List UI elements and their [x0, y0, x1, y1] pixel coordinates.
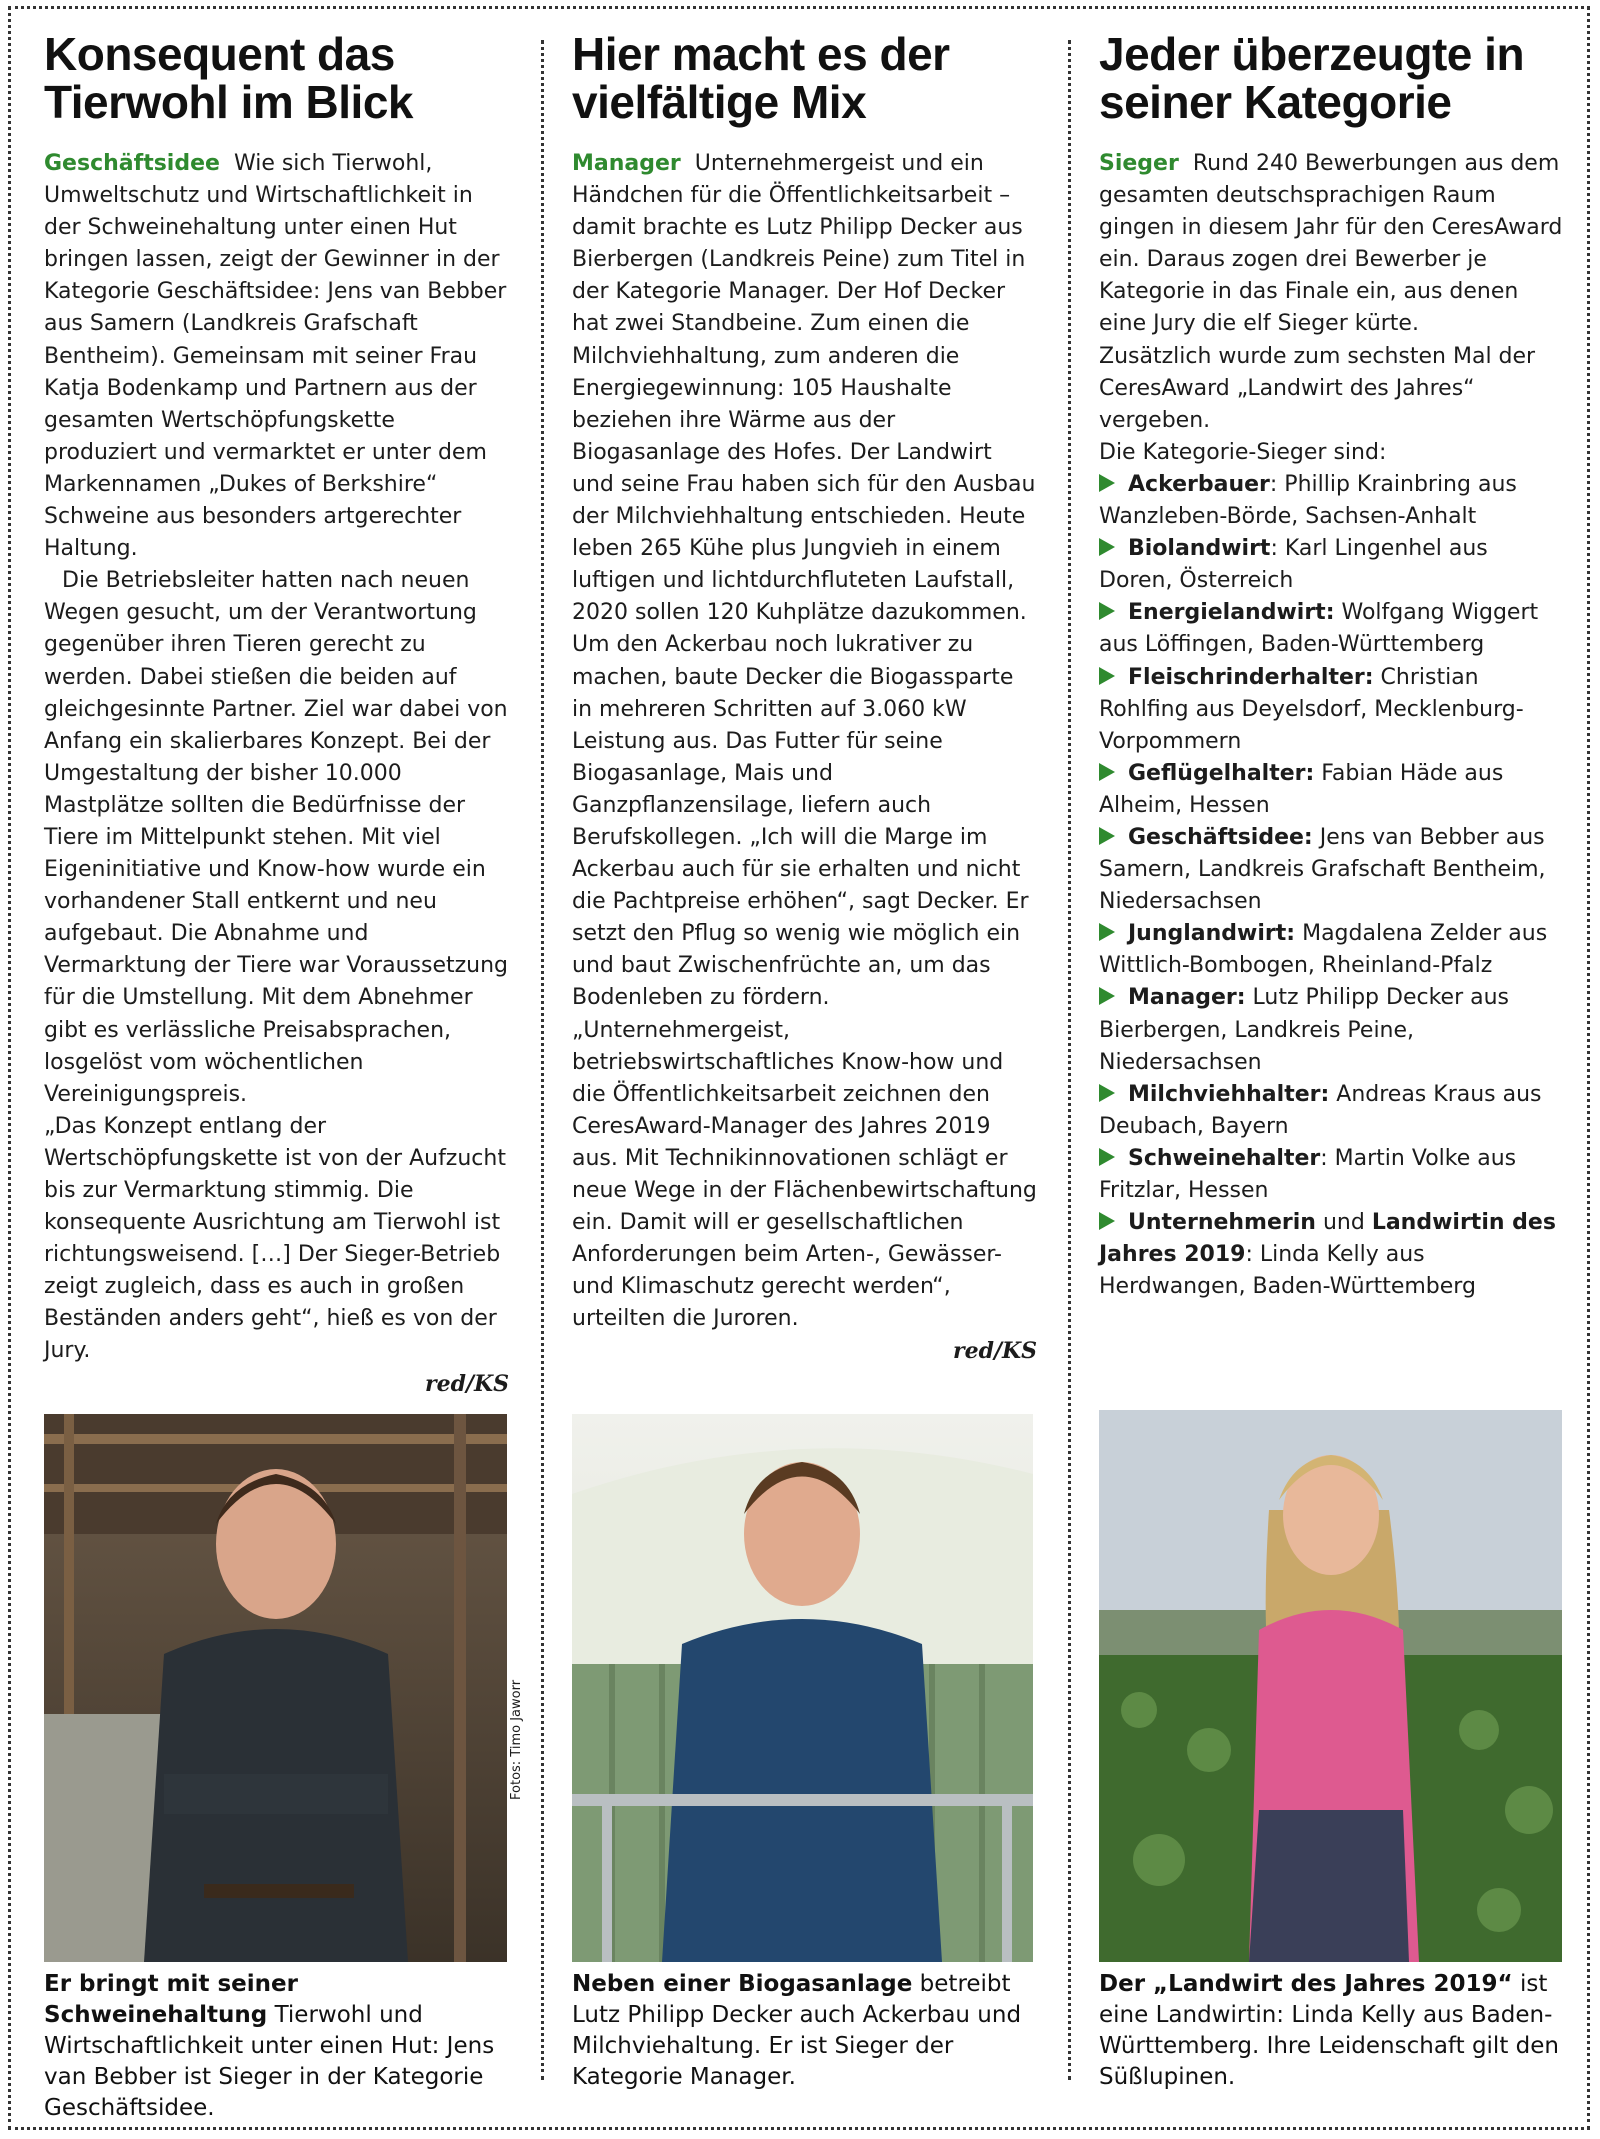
- caption-text: ist eine Landwirtin: Linda Kelly aus Baden-Württemberg. Ihre Leidenschaft gilt den Süßlupinen.: [1099, 1971, 1559, 2090]
- winner-text: : Phillip Krainbring aus Wanzleben-Börde, Sachsen-Anhalt: [1099, 471, 1517, 530]
- winner-text: Lutz Philipp Decker aus Bierbergen, Landkreis Peine, Niedersachsen: [1099, 985, 1509, 1075]
- paragraph: Wie sich Tierwohl, Umweltschutz und Wirtschaftlichkeit in der Schweinehaltung unter einen Hut bringen lassen, zeigt der Gewinner in der Kategorie Geschäftsidee: Jens van Bebber aus Samern (Landkreis Grafschaft Bentheim). Gemeinsam mit seiner Frau Katja Bodenkamp und Partnern aus der gesamten Wertschöpfungskette produziert und vermarktet er unter dem Markennamen „Dukes of Berkshire“ Schweine aus besonders artgerechter Haltung.: [44, 151, 507, 562]
- list-intro: Die Kategorie-Sieger sind:: [1099, 439, 1387, 465]
- triangle-bullet-icon: [1099, 923, 1115, 941]
- winner-item: [1099, 1143, 1564, 1207]
- triangle-bullet-icon: [1099, 763, 1115, 781]
- photo-caption: [572, 1969, 1042, 2093]
- winner-item: [1099, 918, 1564, 982]
- winner-item: [1099, 1079, 1564, 1143]
- winner-category: Junglandwirt:: [1128, 921, 1296, 947]
- winner-category: Unternehmerin: [1128, 1210, 1316, 1236]
- winner-text: Wolfgang Wiggert aus Löffingen, Baden-Württemberg: [1099, 600, 1539, 658]
- photo-caption: [1099, 1969, 1569, 2093]
- triangle-bullet-icon: [1099, 827, 1115, 845]
- winner-category: Energielandwirt:: [1128, 600, 1335, 626]
- author-signature: red/KS: [952, 1338, 1037, 1365]
- paragraph: Zusätzlich wurde zum sechsten Mal der CeresAward „Landwirt des Jahres“ vergeben.: [1099, 343, 1536, 433]
- paragraph: Rund 240 Bewerbungen aus dem gesamten deutschsprachigen Raum gingen in diesem Jahr für den CeresAward ein. Daraus zogen drei Bewerber je Kategorie in das Finale ein, aus denen eine Jury die elf Sieger kürte.: [1099, 151, 1563, 337]
- paragraph: Die Betriebsleiter hatten nach neuen Wegen gesucht, um der Verantwortung gegenüber ihren Tieren gerecht zu werden. Dabei stießen die beiden auf gleichgesinnte Partner. Ziel war dabei von Anfang ein skalierbares Konzept. Bei der Umgestaltung der bisher 10.000 Mastplätze sollten die Bedürfnisse der Tiere im Mittelpunkt stehen. Mit viel Eigeninitiative und Know-how wurde ein vorhandener Stall entkernt und neu aufgebaut. Die Abnahme und Vermarktung der Tiere war Voraussetzung für die Umstellung. Mit dem Abnehmer gibt es verlässliche Preisabsprachen, losgelöst vom wöchentlichen Vereinigungspreis.: [44, 568, 509, 1107]
- caption-lead: Neben einer Biogasanlage: [572, 1971, 913, 1997]
- caption-lead: Er bringt mit seiner Schweinehaltung: [44, 1971, 298, 2028]
- photo-lutz-philipp-decker: [572, 1414, 1033, 1962]
- winner-text: Christian Rohlfing aus Deyelsdorf, Mecklenburg-Vorpommern: [1099, 664, 1524, 754]
- headline: Konsequent das Tierwohl im Blick: [44, 28, 413, 128]
- caption-text: betreibt Lutz Philipp Decker auch Ackerbau und Milchviehaltung. Er ist Sieger der Kategorie Manager.: [572, 1971, 1022, 2090]
- photo-caption: [44, 1969, 514, 2124]
- winner-item: [1099, 533, 1564, 597]
- article-body: [44, 148, 509, 1400]
- article-manager: [572, 30, 1037, 1368]
- headline: Hier macht es der vielfältige Mix: [572, 28, 950, 128]
- winner-text: : Linda Kelly aus Herdwangen, Baden-Württemberg: [1099, 1242, 1476, 1300]
- winner-category: Schweinehalter: [1128, 1145, 1321, 1171]
- triangle-bullet-icon: [1099, 474, 1115, 492]
- column-divider: [541, 40, 544, 2080]
- kicker: Sieger: [1099, 151, 1179, 176]
- winner-text: Fabian Häde aus Alheim, Hessen: [1099, 760, 1504, 818]
- winner-item: [1099, 1207, 1564, 1303]
- winner-item: [1099, 758, 1564, 822]
- photo-jens-van-bebber: [44, 1414, 507, 1962]
- winner-category: Fleischrinderhalter:: [1128, 664, 1374, 690]
- photo-linda-kelly: [1099, 1410, 1562, 1962]
- caption-lead: Der „Landwirt des Jahres 2019“: [1099, 1971, 1513, 1997]
- winner-connector: und: [1315, 1210, 1372, 1236]
- triangle-bullet-icon: [1099, 667, 1115, 685]
- winner-category: Milchviehhalter:: [1128, 1081, 1330, 1107]
- winner-category: Landwirtin des Jahres 2019: [1099, 1210, 1556, 1268]
- triangle-bullet-icon: [1099, 602, 1115, 620]
- winner-item: [1099, 822, 1564, 918]
- triangle-bullet-icon: [1099, 1084, 1115, 1102]
- triangle-bullet-icon: [1099, 1212, 1115, 1230]
- article-body: [1099, 148, 1564, 1303]
- author-signature: red/KS: [424, 1370, 509, 1397]
- paragraph: „Das Konzept entlang der Wertschöpfungskette ist von der Aufzucht bis zur Vermarktung stimmig. Die konsequente Ausrichtung am Tierwohl ist richtungsweisend. […] Der Sieger-Betrieb zeigt zugleich, dass es auch in großen Beständen anders geht“, hieß es von der Jury.: [44, 1113, 506, 1364]
- photo-credit: Fotos: Timo Jaworr: [509, 1679, 524, 1800]
- winner-category: Geschäftsidee:: [1128, 824, 1313, 850]
- winner-item: [1099, 982, 1564, 1078]
- winner-item: [1099, 662, 1564, 758]
- caption-text: Tierwohl und Wirtschaftlichkeit unter einen Hut: Jens van Bebber ist Sieger in der Kategorie Geschäftsidee.: [44, 2002, 495, 2121]
- kicker: Manager: [572, 151, 681, 176]
- winner-text: Andreas Kraus aus Deubach, Bayern: [1099, 1081, 1542, 1139]
- winner-category: Biolandwirt: [1128, 536, 1271, 562]
- article-sieger: [1099, 30, 1564, 1303]
- paragraph: Unternehmergeist und ein Händchen für die Öffentlichkeitsarbeit – damit brachte es Lutz Philipp Decker aus Bierbergen (Landkreis Peine) zum Titel in der Kategorie Manager. Der Hof Decker hat zwei Standbeine. Zum einen die Milchviehhaltung, zum anderen die Energiegewinnung: 105 Haushalte beziehen ihre Wärme aus der Biogasanlage des Hofes. Der Landwirt und seine Frau haben sich für den Ausbau der Milchviehhaltung entschieden. Heute leben 265 Kühe plus Jungvieh in einem luftigen und lichtdurchfluteten Laufstall, 2020 sollen 120 Kuhplätze dazukommen. Um den Ackerbau noch lukrativer zu machen, baute Decker die Biogassparte in mehreren Schritten auf 3.060 kW Leistung aus. Das Futter für seine Biogasanlage, Mais und Ganzpflanzensilage, liefern auch Berufskollegen. „Ich will die Marge im Ackerbau auch für sie erhalten und nicht die Pachtpreise erhöhen“, sagt Decker. Er setzt den Pflug so wenig wie möglich ein und baut Zwischenfrüchte an, um das Bodenleben zu fördern.: [572, 151, 1036, 1011]
- winner-text: : Martin Volke aus Fritzlar, Hessen: [1099, 1145, 1517, 1203]
- winner-item: [1099, 597, 1564, 661]
- winner-category: Geflügelhalter:: [1128, 760, 1315, 786]
- winner-category: Manager:: [1128, 985, 1246, 1011]
- winner-text: Magdalena Zelder aus Wittlich-Bombogen, Rheinland-Pfalz: [1099, 921, 1548, 979]
- column-divider: [1068, 40, 1071, 2080]
- winner-item: [1099, 469, 1564, 533]
- kicker: Geschäftsidee: [44, 151, 220, 176]
- triangle-bullet-icon: [1099, 987, 1115, 1005]
- article-geschaeftsidee: [44, 30, 509, 1400]
- winner-text: Jens van Bebber aus Samern, Landkreis Grafschaft Bentheim, Niedersachsen: [1099, 824, 1546, 915]
- winner-list: [1099, 469, 1564, 1207]
- winner-text: : Karl Lingenhel aus Doren, Österreich: [1099, 536, 1488, 594]
- headline: Jeder überzeugte in seiner Kategorie: [1099, 28, 1525, 128]
- triangle-bullet-icon: [1099, 1148, 1115, 1166]
- paragraph: „Unternehmergeist, betriebswirtschaftliches Know-how und die Öffentlichkeitsarbeit zeichnen den CeresAward-Manager des Jahres 2019 aus. Mit Technikinnovationen schlägt er neue Wege in der Flächenbewirtschaftung ein. Damit will er gesellschaftlichen Anforderungen beim Arten-, Gewässer- und Klimaschutz gerecht werden“, urteilten die Juroren.: [572, 1017, 1037, 1332]
- triangle-bullet-icon: [1099, 538, 1115, 556]
- article-body: [572, 148, 1037, 1368]
- winner-category: Ackerbauer: [1128, 471, 1270, 497]
